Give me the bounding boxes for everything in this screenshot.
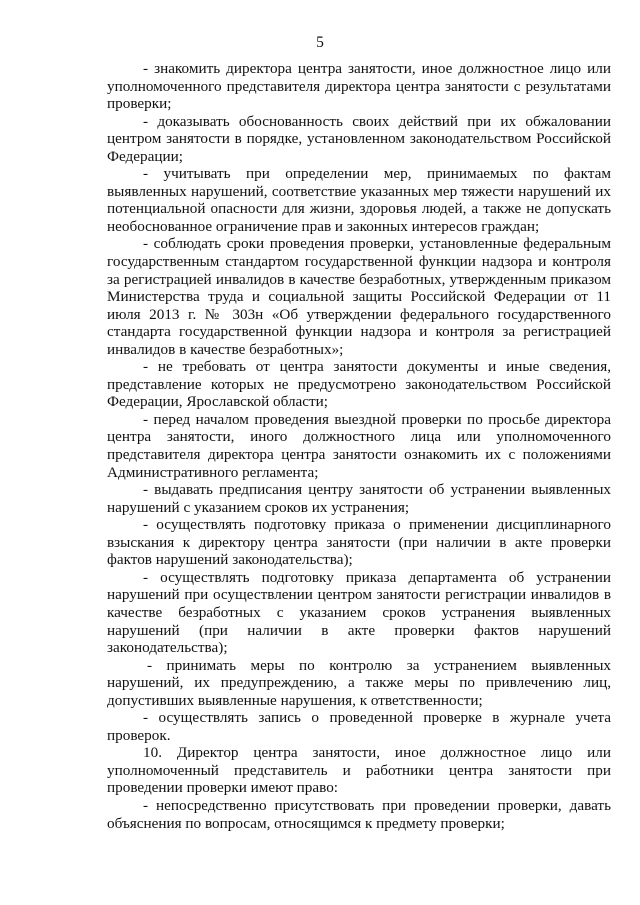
paragraph-consider-measures: - учитывать при определении мер, принимаемых по фактам выявленных нарушений, соответствие указанных мер тяжести нарушений их потенциальной опасности для жизни, здоровья людей, а также не допускать необоснованное ограничение прав и законных интересов граждан; <box>107 165 611 235</box>
paragraph-justify-actions: - доказывать обоснованность своих действий при их обжаловании центром занятости в порядке, установленном законодательством Российской Федерации; <box>107 112 611 165</box>
paragraph-issue-orders: - выдавать предписания центру занятости об устранении выявленных нарушений с указанием сроков их устранения; <box>107 481 611 516</box>
document-body <box>107 60 611 832</box>
paragraph-control-measures: - принимать меры по контролю за устранением выявленных нарушений, их предупреждению, а также меры по привлечению лиц, допустивших выявленные нарушения, к ответственности; <box>107 656 611 709</box>
paragraph-not-require-documents: - не требовать от центра занятости документы и иные сведения, представление которых не предусмотрено законодательством Российской Федерации, Ярославской области; <box>107 358 611 411</box>
page-number: 5 <box>316 34 324 51</box>
paragraph-journal-record: - осуществлять запись о проведенной проверке в журнале учета проверок. <box>107 709 611 744</box>
paragraph-disciplinary-order: - осуществлять подготовку приказа о применении дисциплинарного взыскания к директору центра занятости (при наличии в акте проверки фактов нарушений законодательства); <box>107 516 611 569</box>
paragraph-familiarize-regulation: - перед началом проведения выездной проверки по просьбе директора центра занятости, иного должностного лица или уполномоченного представителя директора центра занятости ознакомить их с положениями Административного регламента; <box>107 410 611 481</box>
paragraph-observe-deadlines: - соблюдать сроки проведения проверки, установленные федеральным государственным стандартом государственной функции надзора и контроля за регистрацией инвалидов в качестве безработных, утвержденным приказом Министерства труда и социальной защиты Российской Федерации от 11 июля 2013 г. № 303н «Об утверждении федерального государственного стандарта государственной функции надзора и контроля за регистрацией инвалидов в качестве безработных»; <box>107 235 611 358</box>
paragraph-attend-inspection: - непосредственно присутствовать при проведении проверки, давать объяснения по вопросам, относящимся к предмету проверки; <box>107 796 611 832</box>
paragraph-section-10: 10. Директор центра занятости, иное должностное лицо или уполномоченный представитель и работники центра занятости при проведении проверки имеют право: <box>107 744 611 797</box>
paragraph-inform-director: - знакомить директора центра занятости, иное должностное лицо или уполномоченного представителя директора центра занятости с результатами проверки; <box>107 60 611 113</box>
paragraph-department-order: - осуществлять подготовку приказа департамента об устранении нарушений при осуществлении центром занятости регистрации инвалидов в качестве безработных с указанием сроков устранения выявленных нарушений (при наличии в акте проверки фактов нарушений законодательства); <box>107 568 611 657</box>
